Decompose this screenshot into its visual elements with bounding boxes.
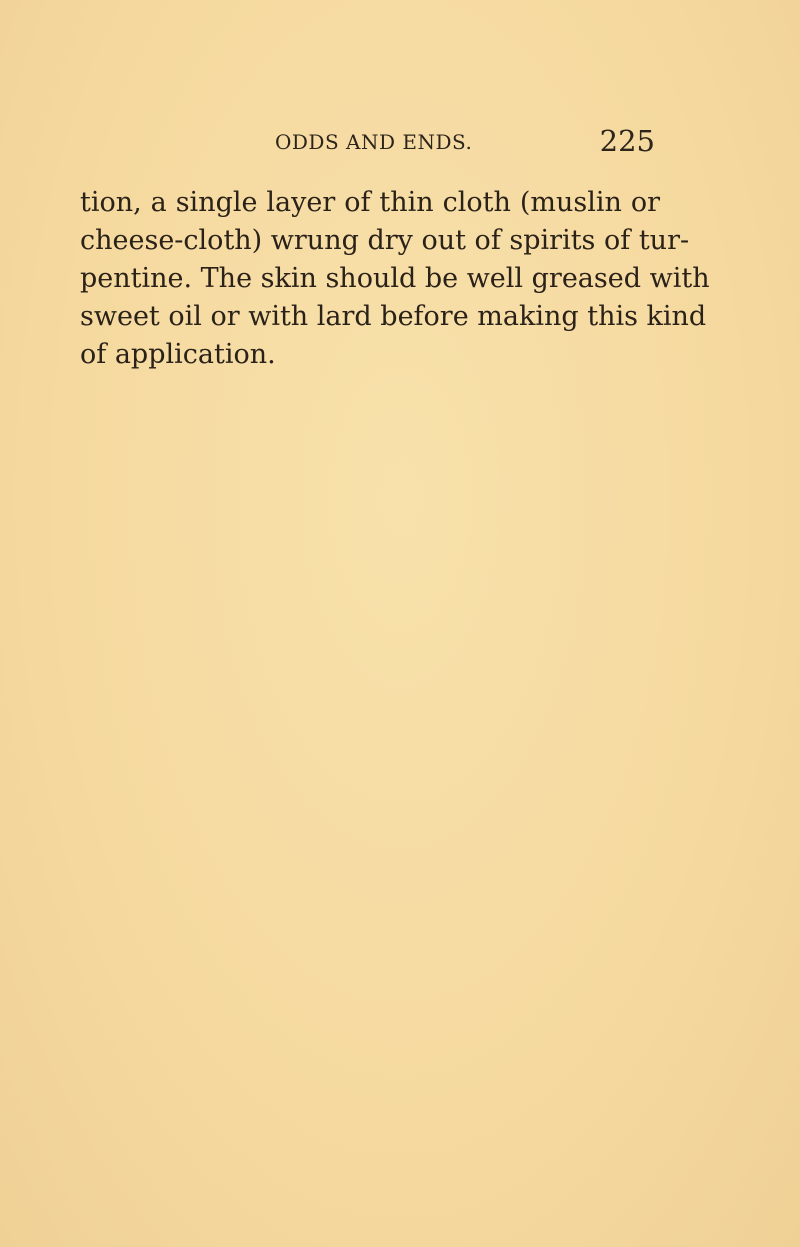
- body-paragraph: [80, 184, 710, 374]
- text-line: pentine. The skin should be well greased with: [80, 263, 710, 294]
- running-head: [275, 126, 655, 162]
- text-line: cheese-cloth) wrung dry out of spirits of tur-: [80, 225, 690, 256]
- running-title: ODDS AND ENDS.: [275, 130, 473, 154]
- page-number: 225: [599, 124, 655, 158]
- text-line: sweet oil or with lard before making this kind: [80, 301, 707, 332]
- text-line: tion, a single layer of thin cloth (muslin or: [80, 187, 660, 218]
- text-line: of application.: [80, 339, 276, 370]
